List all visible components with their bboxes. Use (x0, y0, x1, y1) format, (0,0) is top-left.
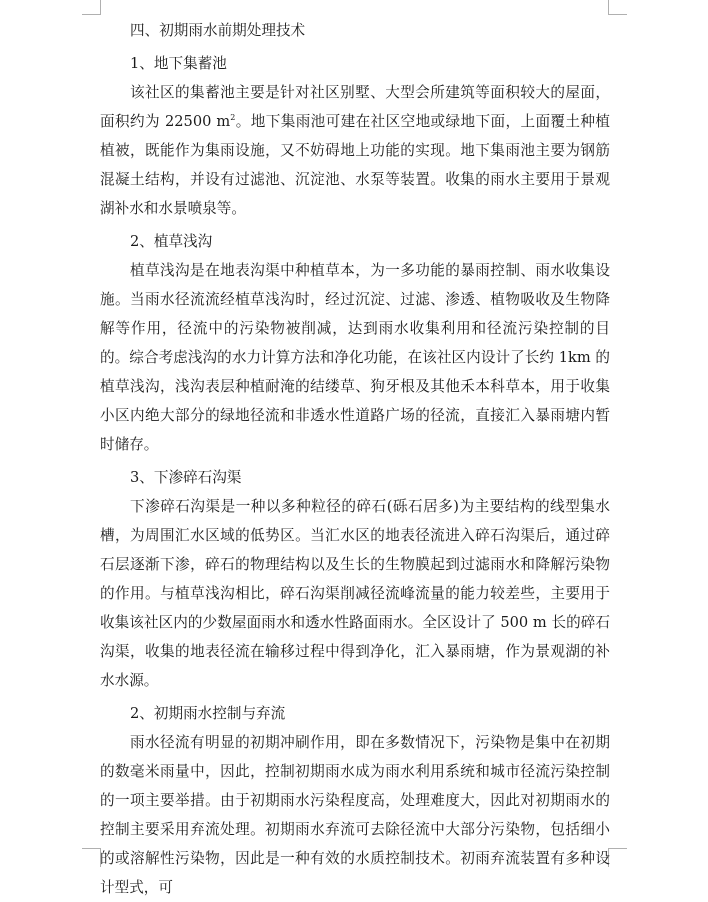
page-corner-mark-top-right (608, 0, 627, 15)
document-body (100, 16, 610, 902)
page-corner-mark-bottom-left (82, 848, 101, 867)
section-title: 2、植草浅沟 (130, 233, 213, 250)
section-title: 1、地下集蓄池 (130, 55, 227, 72)
section-title: 2、初期雨水控制与弃流 (130, 705, 286, 722)
section-paragraph: 下渗碎石沟渠是一种以多种粒径的碎石(砾石居多)为主要结构的线型集水槽，为周围汇水区域的低势区。当汇水区的地表径流进入碎石沟渠后，通过碎石层逐渐下渗，碎石的物理结构以及生长的生物膜起到过滤雨水和降解污染物的作用。与植草浅沟相比，碎石沟渠削减径流峰流量的能力较差些，主要用于收集该社区内的少数屋面雨水和透水性路面雨水。全区设计了 500 m 长的碎石沟渠，收集的地表径流在输移过程中得到净化，汇入暴雨塘，作为景观湖的补水水源。 (100, 498, 610, 689)
page-corner-mark-bottom-right (608, 848, 627, 867)
section-title: 3、下渗碎石沟渠 (130, 469, 242, 486)
section-paragraph: 该社区的集蓄池主要是针对社区别墅、大型会所建筑等面积较大的屋面，面积约为 22500 $m^2$。地下集雨池可建在社区空地或绿地下面，上面覆土种植植被，既能作为集雨设施，又不妨碍地上功能的实现。地下集雨池主要为钢筋混凝土结构，并设有过滤池、沉淀池、水泵等装置。收集的雨水主要用于景观湖补水和水景喷泉等。 (100, 84, 610, 217)
page-corner-mark-top-left (82, 0, 101, 15)
main-heading: 四、初期雨水前期处理技术 (130, 22, 306, 39)
section-paragraph: 雨水径流有明显的初期冲刷作用，即在多数情况下，污染物是集中在初期的数毫米雨量中，因此，控制初期雨水成为雨水利用系统和城市径流污染控制的一项主要举措。由于初期雨水污染程度高，处理难度大，因此对初期雨水的控制主要采用弃流处理。初期雨水弃流可去除径流中大部分污染物，包括细小的或溶解性污染物，因此是一种有效的水质控制技术。初雨弃流装置有多种设计型式，可 (100, 734, 610, 896)
section-paragraph: 植草浅沟是在地表沟渠中种植草本，为一多功能的暴雨控制、雨水收集设施。当雨水径流流经植草浅沟时，经过沉淀、过滤、渗透、植物吸收及生物降解等作用，径流中的污染物被削减，达到雨水收集利用和径流污染控制的目的。综合考虑浅沟的水力计算方法和净化功能，在该社区内设计了长约 1km 的植草浅沟，浅沟表层种植耐淹的结缕草、狗牙根及其他禾本科草本，用于收集小区内绝大部分的绿地径流和非透水性道路广场的径流，直接汇入暴雨塘内暂时储存。 (100, 262, 610, 453)
